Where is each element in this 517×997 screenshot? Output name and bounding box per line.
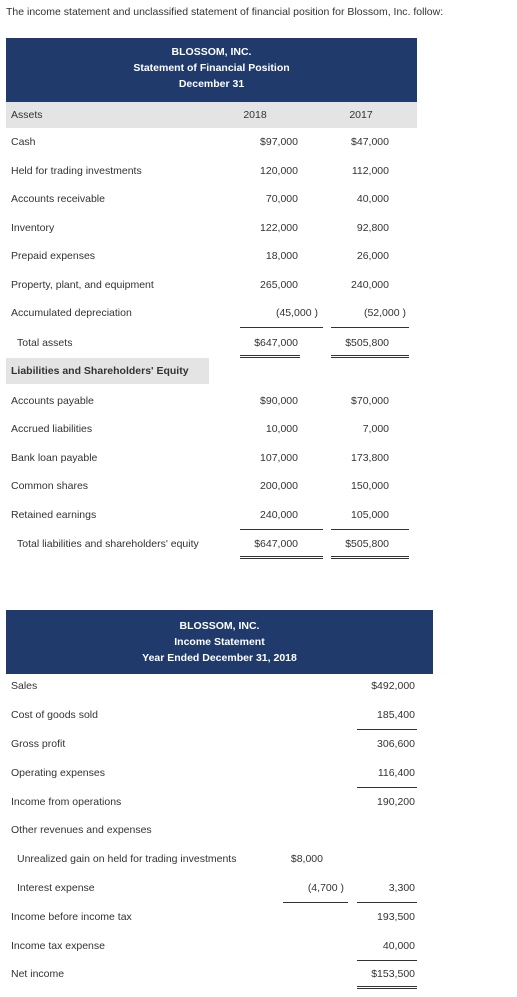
sfp-date: December 31 [178, 78, 245, 90]
sfp-title: Statement of Financial Position [133, 62, 290, 74]
sfp-header [6, 38, 417, 102]
asset-2017-value: (52,000 ) [363, 307, 406, 319]
is-company: BLOSSOM, INC. [179, 620, 260, 632]
asset-2017-value: 92,800 [356, 222, 389, 234]
is-outer-value: $492,000 [371, 680, 415, 692]
is-row-label: Operating expenses [11, 767, 105, 779]
underline [240, 327, 323, 328]
asset-2018-value: 120,000 [260, 165, 298, 177]
underline [357, 902, 417, 903]
is-row-label: Gross profit [11, 738, 66, 750]
is-row-label: Sales [11, 680, 38, 692]
double-underline [357, 986, 417, 989]
is-outer-value: 40,000 [382, 940, 415, 952]
liability-2018-value: 107,000 [260, 452, 298, 464]
asset-label: Accumulated depreciation [11, 307, 132, 319]
double-underline [331, 556, 409, 559]
asset-2018-value: 70,000 [265, 193, 298, 205]
is-row-label: Interest expense [17, 882, 95, 894]
asset-2017-value: $47,000 [351, 136, 389, 148]
is-outer-value: 193,500 [377, 911, 415, 923]
is-outer-value: 190,200 [377, 796, 415, 808]
asset-2017-value: 26,000 [356, 250, 389, 262]
underline [283, 902, 348, 903]
underline [331, 529, 409, 530]
double-underline [240, 355, 300, 358]
underline [357, 729, 417, 730]
asset-label: Accounts receivable [11, 193, 105, 205]
liability-2017-value: $70,000 [351, 395, 389, 407]
liability-label: Accrued liabilities [11, 423, 93, 435]
year-2017-heading: 2017 [349, 109, 373, 121]
asset-2017-value: 40,000 [356, 193, 389, 205]
underline [240, 529, 323, 530]
liability-2018-value: $90,000 [260, 395, 298, 407]
asset-label: Prepaid expenses [11, 250, 96, 262]
is-inner-value: $8,000 [290, 853, 323, 865]
is-period: Year Ended December 31, 2018 [142, 652, 297, 664]
sfp-company: BLOSSOM, INC. [171, 46, 252, 58]
liability-2018-value: 240,000 [260, 509, 298, 521]
total-assets-2018: $647,000 [254, 337, 298, 349]
assets-heading: Assets [11, 109, 43, 121]
asset-2018-value: 122,000 [260, 222, 298, 234]
asset-2018-value: 265,000 [260, 279, 298, 291]
underline [331, 327, 409, 328]
asset-2018-value: (45,000 ) [275, 307, 318, 319]
is-row-label: Income from operations [11, 796, 122, 808]
total-assets-label: Total assets [17, 337, 73, 349]
liabilities-heading: Liabilities and Shareholders' Equity [11, 365, 189, 377]
liability-label: Common shares [11, 480, 89, 492]
is-inner-value: (4,700 ) [307, 882, 344, 894]
is-row-label: Other revenues and expenses [11, 824, 152, 836]
total-liabilities-2018: $647,000 [254, 538, 298, 550]
is-row-label: Income before income tax [11, 911, 132, 923]
is-row-label: Income tax expense [11, 940, 105, 952]
liability-2017-value: 7,000 [362, 423, 389, 435]
is-outer-value: $153,500 [371, 968, 415, 980]
is-title: Income Statement [174, 636, 265, 648]
liability-label: Accounts payable [11, 395, 94, 407]
double-underline [240, 556, 323, 559]
liability-2017-value: 105,000 [351, 509, 389, 521]
asset-2017-value: 112,000 [351, 165, 389, 177]
is-row-label: Unrealized gain on held for trading investments [17, 853, 237, 865]
intro-text: The income statement and unclassified statement of financial position for Blossom, Inc. follow: [6, 6, 444, 18]
asset-label: Cash [11, 136, 36, 148]
is-outer-value: 185,400 [377, 709, 415, 721]
double-underline [331, 355, 409, 358]
is-row-label: Net income [11, 968, 65, 980]
is-outer-value: 116,400 [377, 767, 415, 779]
is-row-label: Cost of goods sold [11, 709, 98, 721]
is-outer-value: 3,300 [388, 882, 415, 894]
asset-2017-value: 240,000 [351, 279, 389, 291]
asset-label: Property, plant, and equipment [11, 279, 154, 291]
asset-label: Held for trading investments [11, 165, 142, 177]
asset-2018-value: $97,000 [260, 136, 298, 148]
total-liabilities-2017: $505,800 [345, 538, 389, 550]
liability-2017-value: 150,000 [351, 480, 389, 492]
liability-2018-value: 10,000 [265, 423, 298, 435]
asset-label: Inventory [11, 222, 55, 234]
asset-2018-value: 18,000 [265, 250, 298, 262]
underline [357, 960, 417, 961]
liability-label: Bank loan payable [11, 452, 98, 464]
total-liabilities-label: Total liabilities and shareholders' equity [17, 538, 199, 550]
underline [357, 787, 417, 788]
liability-label: Retained earnings [11, 509, 97, 521]
liability-2017-value: 173,800 [351, 452, 389, 464]
year-2018-heading: 2018 [243, 109, 267, 121]
is-header [6, 610, 433, 674]
total-assets-2017: $505,800 [345, 337, 389, 349]
is-outer-value: 306,600 [377, 738, 415, 750]
liability-2018-value: 200,000 [260, 480, 298, 492]
